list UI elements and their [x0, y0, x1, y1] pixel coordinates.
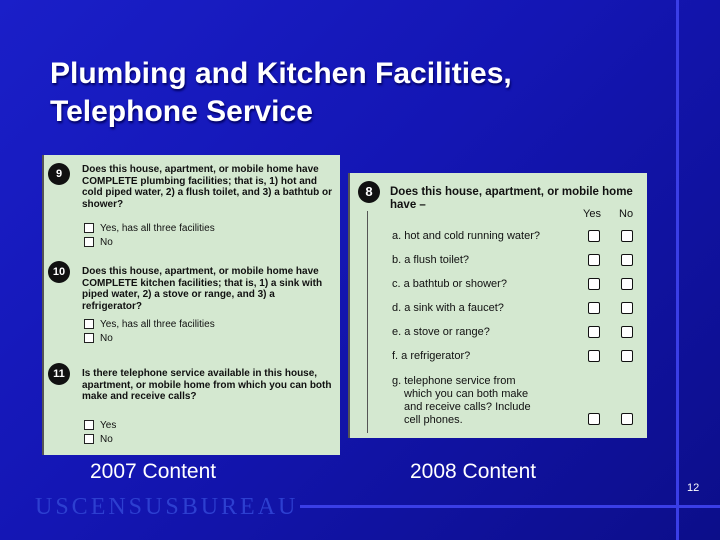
no-checkbox [621, 230, 633, 242]
item-f: f. a refrigerator? [392, 350, 471, 362]
no-checkbox [621, 413, 633, 425]
yes-checkbox [588, 326, 600, 338]
item-e: e. a stove or range? [392, 326, 490, 338]
option: No [84, 237, 113, 248]
question-number: 9 [48, 163, 70, 185]
option: Yes, has all three facilities [84, 223, 215, 234]
question-number: 8 [358, 181, 380, 203]
option: No [84, 333, 113, 344]
item-a: a. hot and cold running water? [392, 230, 540, 242]
slide-title [50, 55, 512, 131]
option: Yes [84, 420, 116, 431]
question-10 [44, 263, 340, 358]
vertical-accent-line [676, 0, 679, 540]
item-c: c. a bathtub or shower? [392, 278, 507, 290]
question-11 [44, 365, 340, 453]
form-2008-image [348, 173, 647, 438]
question-number: 11 [48, 363, 70, 385]
divider [367, 211, 368, 433]
question-text: Is there telephone service available in this house, apartment, or mobile home from which you can both make and receive calls? [82, 368, 332, 402]
no-checkbox [621, 350, 633, 362]
checkbox [84, 223, 94, 233]
no-checkbox [621, 254, 633, 266]
checkbox [84, 333, 94, 343]
checkbox [84, 420, 94, 430]
caption-2008: 2008 Content [410, 460, 537, 483]
item-g: g. telephone service from which you can both make and receive calls? Include cell phones. [392, 375, 531, 426]
question-text: Does this house, apartment, or mobile home have COMPLETE kitchen facilities; that is, 1) a sink with piped water, 2) a stove or range, and 3) a refrigerator? [82, 266, 323, 312]
question-text: Does this house, apartment, or mobile home have COMPLETE plumbing facilities; that is, 1) hot and cold piped water, 2) a flush toilet, and 3) a bathtub or shower? [82, 164, 333, 210]
title-line-2: Telephone Service [50, 95, 313, 128]
question-9 [44, 161, 340, 256]
form-2007-image [42, 155, 340, 455]
checkbox [84, 237, 94, 247]
yes-checkbox [588, 278, 600, 290]
yes-checkbox [588, 254, 600, 266]
no-checkbox [621, 278, 633, 290]
question-text: Does this house, apartment, or mobile home have – [390, 186, 633, 211]
question-number: 10 [48, 261, 70, 283]
no-checkbox [621, 326, 633, 338]
census-bureau-logo: USCENSUSBUREAU [35, 494, 299, 520]
checkbox [84, 319, 94, 329]
yes-checkbox [588, 413, 600, 425]
yes-checkbox [588, 350, 600, 362]
checkbox [84, 434, 94, 444]
option: Yes, has all three facilities [84, 319, 215, 330]
item-d: d. a sink with a faucet? [392, 302, 504, 314]
caption-2007: 2007 Content [90, 460, 217, 483]
yes-checkbox [588, 230, 600, 242]
option: No [84, 434, 113, 445]
page-number: 12 [687, 482, 700, 494]
yes-checkbox [588, 302, 600, 314]
horizontal-accent-line [300, 505, 720, 508]
item-b: b. a flush toilet? [392, 254, 470, 266]
title-line-1: Plumbing and Kitchen Facilities, [50, 57, 512, 90]
no-checkbox [621, 302, 633, 314]
yes-column-label: Yes [583, 208, 601, 220]
no-column-label: No [619, 208, 634, 220]
